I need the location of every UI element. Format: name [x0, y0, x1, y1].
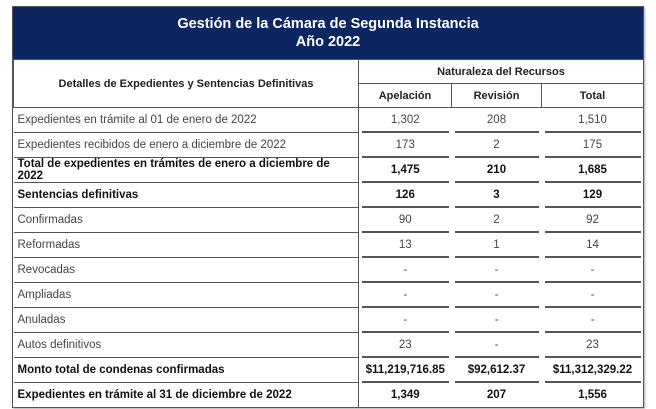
cell-revision: [452, 208, 542, 233]
table-row: [14, 258, 644, 283]
stats-table-container: [12, 6, 644, 408]
header-revision: Revisión: [452, 84, 542, 108]
cell-value: 175: [582, 139, 603, 151]
row-label: Expedientes en trámite al 01 de enero de 2022: [14, 108, 359, 133]
cell-value: -: [590, 314, 595, 326]
cell-value: 92: [586, 214, 599, 226]
cell-value: 2: [493, 214, 500, 226]
cell-revision: [452, 133, 542, 158]
row-label: Anuladas: [14, 308, 359, 333]
row-label: Sentencias definitivas: [14, 183, 359, 208]
header-group: Naturaleza del Recursos: [359, 60, 644, 84]
table-row: [14, 283, 644, 308]
row-label: Autos definitivos: [14, 333, 359, 358]
cell-revision: [452, 383, 542, 408]
cell-value: 1,510: [578, 114, 607, 127]
cell-revision: [452, 158, 542, 183]
cell-value: 1,556: [578, 388, 607, 401]
cell-value: 207: [486, 388, 507, 401]
header-details: Detalles de Expedientes y Sentencias Definitivas: [14, 60, 359, 108]
cell-revision: [452, 283, 542, 308]
cell-total: [542, 383, 644, 408]
cell-total: [542, 208, 644, 233]
cell-total: [542, 258, 644, 283]
cell-revision: [452, 183, 542, 208]
cell-apelacion: [359, 283, 452, 308]
cell-value: 23: [398, 339, 412, 351]
cell-value: $92,612.37: [467, 364, 526, 376]
cell-total: [542, 333, 644, 358]
cell-total: [542, 108, 644, 133]
cell-value: 1,685: [578, 164, 607, 176]
cell-value: 3: [493, 189, 500, 201]
row-label: Ampliadas: [14, 283, 359, 308]
cell-value: $11,219,716.85: [365, 364, 445, 376]
cell-total: [542, 308, 644, 333]
cell-value: 90: [398, 214, 412, 226]
row-label: Confirmadas: [14, 208, 359, 233]
cell-value: 2: [493, 139, 500, 151]
cell-total: [542, 183, 644, 208]
table-row: [14, 308, 644, 333]
cell-revision: [452, 258, 542, 283]
cell-apelacion: [359, 233, 452, 258]
cell-value: -: [403, 289, 408, 301]
table-row: [14, 208, 644, 233]
cell-value: -: [590, 289, 595, 301]
cell-value: 129: [582, 189, 603, 201]
cell-apelacion: [359, 183, 452, 208]
cell-value: 14: [586, 239, 599, 251]
table-row: [14, 108, 644, 133]
cell-apelacion: [359, 358, 452, 383]
cell-revision: [452, 358, 542, 383]
table-row: [14, 158, 644, 183]
cell-apelacion: [359, 158, 452, 183]
cell-value: 126: [395, 189, 415, 201]
table-row: [14, 333, 644, 358]
cell-value: 208: [486, 114, 507, 127]
cell-revision: [452, 108, 542, 133]
table-row: [14, 133, 644, 158]
cell-revision: [452, 233, 542, 258]
cell-apelacion: [359, 308, 452, 333]
stats-table: [13, 59, 644, 407]
cell-value: -: [403, 264, 408, 276]
cell-value: 173: [395, 139, 415, 151]
row-label: Expedientes en trámite al 31 de diciembre de 2022: [14, 383, 359, 408]
cell-apelacion: [359, 258, 452, 283]
cell-value: 1,349: [390, 388, 420, 401]
cell-value: -: [590, 264, 595, 276]
row-label: Expedientes recibidos de enero a diciembre de 2022: [14, 133, 359, 158]
cell-value: 1: [493, 239, 500, 251]
table-row: [14, 233, 644, 258]
row-label: Total de expedientes en trámites de enero a diciembre de 2022: [14, 158, 359, 183]
row-label: Reformadas: [14, 233, 359, 258]
row-label: Revocadas: [14, 258, 359, 283]
cell-revision: [452, 308, 542, 333]
row-label: Monto total de condenas confirmadas: [14, 358, 359, 383]
header-apelacion: Apelación: [359, 84, 452, 108]
cell-apelacion: [359, 133, 452, 158]
cell-value: 1,475: [390, 164, 420, 176]
cell-value: 210: [486, 164, 507, 176]
cell-value: -: [494, 264, 499, 276]
cell-value: 23: [586, 339, 599, 351]
cell-value: 13: [398, 239, 412, 251]
cell-value: 1,302: [390, 114, 420, 127]
cell-value: -: [403, 314, 408, 326]
cell-apelacion: [359, 108, 452, 133]
cell-total: [542, 283, 644, 308]
cell-value: -: [494, 339, 499, 351]
cell-total: [542, 358, 644, 383]
header-total: Total: [542, 84, 644, 108]
cell-apelacion: [359, 383, 452, 408]
cell-value: $11,312,329.22: [552, 364, 633, 376]
table-title: [13, 7, 643, 59]
title-line-2: Año 2022: [295, 34, 361, 50]
table-row: [14, 383, 644, 408]
title-line-1: Gestión de la Cámara de Segunda Instancia: [177, 16, 479, 32]
cell-total: [542, 233, 644, 258]
cell-total: [542, 158, 644, 183]
table-row: [14, 183, 644, 208]
table-row: [14, 358, 644, 383]
cell-apelacion: [359, 333, 452, 358]
cell-total: [542, 133, 644, 158]
cell-apelacion: [359, 208, 452, 233]
cell-value: -: [494, 289, 499, 301]
cell-value: -: [494, 314, 499, 326]
cell-revision: [452, 333, 542, 358]
